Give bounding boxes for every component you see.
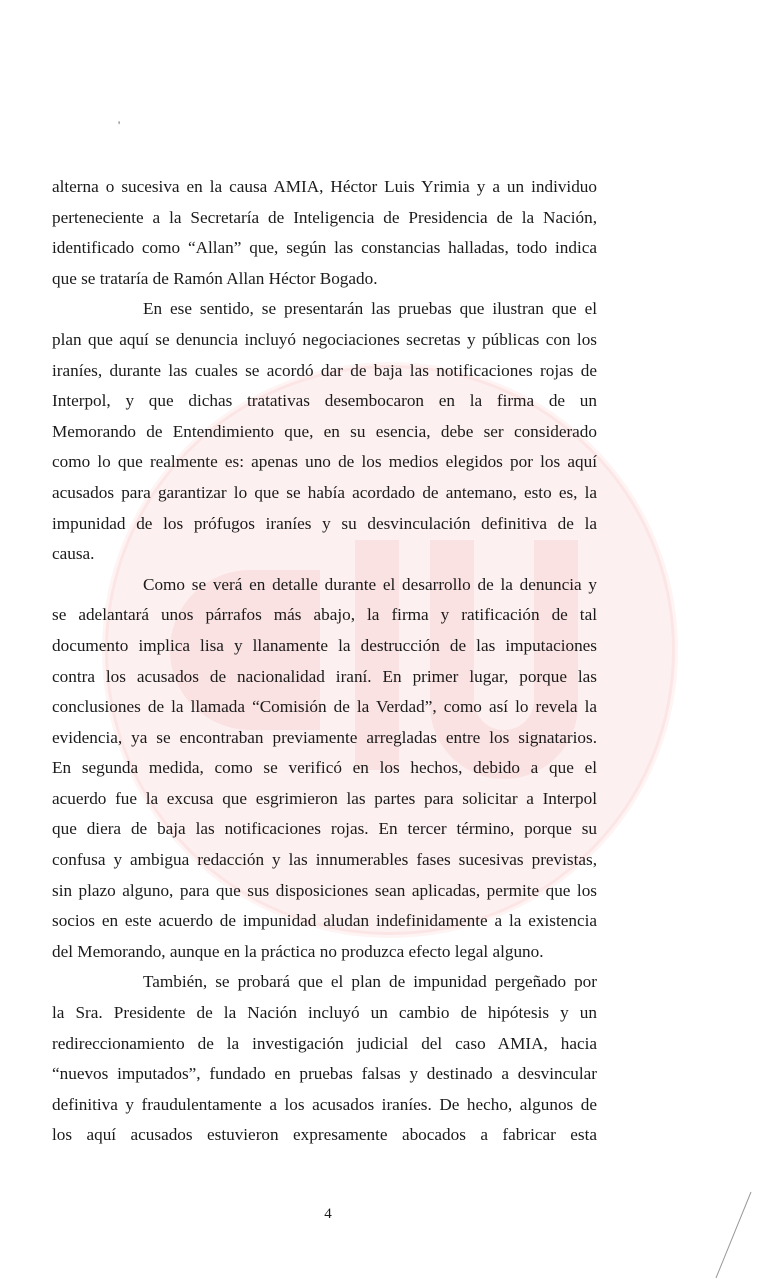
- text-line: identificado como “Allan” que, según las constancias halladas, todo indica: [52, 238, 597, 258]
- text-line: del Memorando, aunque en la práctica no produzca efecto legal alguno.: [52, 941, 544, 961]
- text-line: iraníes, durante las cuales se acordó dar de baja las notificaciones rojas de: [52, 360, 597, 380]
- text-line: que se trataría de Ramón Allan Héctor Bogado.: [52, 268, 378, 288]
- text-line: acusados para garantizar lo que se había acordado de antemano, esto es, la: [52, 482, 597, 502]
- text-line: plan que aquí se denuncia incluyó negociaciones secretas y públicas con los: [52, 329, 597, 349]
- text-line: contra los acusados de nacionalidad iraní. En primer lugar, porque las: [52, 666, 597, 686]
- scan-artifact-line: [696, 1190, 756, 1280]
- text-line: En segunda medida, como se verificó en los hechos, debido a que el: [52, 758, 597, 778]
- text-line: conclusiones de la llamada “Comisión de la Verdad”, como así lo revela la: [52, 697, 597, 717]
- margin-mark: ': [118, 118, 121, 132]
- text-line: como lo que realmente es: apenas uno de los medios elegidos por los aquí: [52, 452, 597, 472]
- text-line: la Sra. Presidente de la Nación incluyó un cambio de hipótesis y un: [52, 1003, 597, 1023]
- text-line: evidencia, ya se encontraban previamente arregladas entre los signatarios.: [52, 727, 597, 747]
- text-line: En ese sentido, se presentarán las pruebas que ilustran que el: [143, 299, 597, 319]
- text-line: Interpol, y que dichas tratativas desembocaron en la firma de un: [52, 391, 597, 411]
- text-line: definitiva y fraudulentamente a los acusados iraníes. De hecho, algunos de: [52, 1094, 597, 1114]
- text-line: alterna o sucesiva en la causa AMIA, Héctor Luis Yrimia y a un individuo: [52, 177, 597, 196]
- text-line: redireccionamiento de la investigación judicial del caso AMIA, hacia: [52, 1033, 597, 1053]
- text-line: impunidad de los prófugos iraníes y su desvinculación definitiva de la: [52, 513, 597, 533]
- page-number: 4: [324, 1206, 332, 1222]
- text-line: “nuevos imputados”, fundado en pruebas falsas y destinado a desvincular: [52, 1064, 597, 1084]
- text-line: causa.: [52, 544, 95, 564]
- document-body: [52, 172, 597, 1151]
- text-line: los aquí acusados estuvieron expresamente abocados a fabricar esta: [52, 1125, 597, 1145]
- text-line: que diera de baja las notificaciones rojas. En tercer término, porque su: [52, 819, 597, 839]
- text-line: Memorando de Entendimiento que, en su esencia, debe ser considerado: [52, 421, 597, 441]
- text-line: socios en este acuerdo de impunidad aludan indefinidamente a la existencia: [52, 911, 597, 931]
- text-line: documento implica lisa y llanamente la destrucción de las imputaciones: [52, 635, 597, 655]
- text-line: También, se probará que el plan de impunidad pergeñado por: [143, 972, 597, 992]
- text-line: perteneciente a la Secretaría de Inteligencia de Presidencia de la Nación,: [52, 207, 597, 227]
- text-line: se adelantará unos párrafos más abajo, la firma y ratificación de tal: [52, 605, 597, 625]
- text-line: acuerdo fue la excusa que esgrimieron las partes para solicitar a Interpol: [52, 788, 597, 808]
- text-line: Como se verá en detalle durante el desarrollo de la denuncia y: [143, 574, 597, 594]
- text-line: sin plazo alguno, para que sus disposiciones sean aplicadas, permite que los: [52, 880, 597, 900]
- text-line: confusa y ambigua redacción y las innumerables fases sucesivas previstas,: [52, 850, 597, 870]
